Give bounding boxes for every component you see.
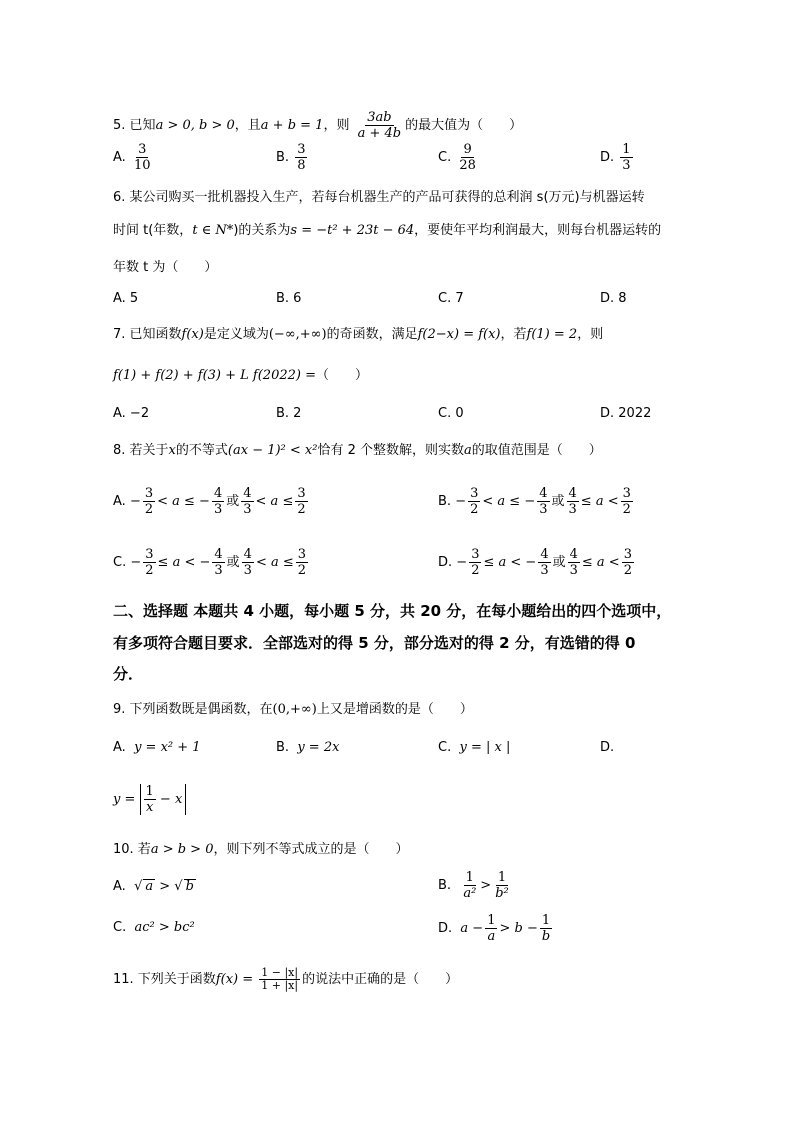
q7-option-c: C. 0: [438, 406, 464, 421]
q8-option-d: D. − $\frac{3}{2}$ ≤ a < − $\frac{4}{3}$ 或 $\frac{4}{3}$ ≤ a < $\frac{3}{2}$: [438, 547, 632, 578]
section2-heading-line2: 有多项符合题目要求．全部选对的得 5 分，部分选对的得 2 分，有选错的得 0: [113, 634, 636, 652]
q5-option-c: C. $\frac{9}{28}$: [438, 142, 476, 173]
q9-option-a: A. y = x² + 1: [113, 740, 201, 755]
q10-option-b: B. $\frac{1}{\text{a²}}$ > $\frac{1}{\text{b²}}$: [438, 870, 509, 901]
q8-option-a: A. − $\frac{3}{2}$ < a ≤ − $\frac{4}{3}$ 或 $\frac{4}{3}$ < a ≤ $\frac{3}{2}$: [113, 486, 306, 517]
q7-line2: f(1) + f(2) + f(3) + L f(2022) =（ ）: [113, 368, 368, 383]
q10-option-c: C. ac² > bc²: [113, 920, 195, 935]
q5-stem: 5. 已知a > 0, b > 0，且a + b = 1，则 $\frac{3ab}{a + 4b}$ 的最大值为（ ）: [113, 110, 523, 141]
q9-stem: 9. 下列函数既是偶函数，在(0,+∞)上又是增函数的是（ ）: [113, 702, 473, 717]
q6-option-d: D. 8: [600, 291, 627, 306]
q10-option-d: D. a − $\frac{1}{a}$ > b − $\frac{1}{b}$: [438, 913, 551, 944]
q6-line1: 6. 某公司购买一批机器投入生产，若每台机器生产的产品可获得的总利润 s(万元)与机器运转: [113, 190, 645, 205]
q9-option-c: C. y = | x |: [438, 740, 511, 755]
q7-option-a: A. −2: [113, 406, 150, 421]
q6-line3: 年数 t 为（ ）: [113, 260, 218, 275]
q6-option-a: A. 5: [113, 291, 139, 306]
q7-option-d: D. 2022: [600, 406, 652, 421]
section2-heading-line1: 二、选择题 本题共 4 小题，每小题 5 分，共 20 分，在每小题给出的四个选项中，: [113, 602, 672, 620]
q6-line2: 时间 t(年数，t ∈ N*)的关系为s = −t² + 23t − 64，要使年平均利润最大，则每台机器运转的: [113, 223, 662, 238]
q5-fraction: $\frac{3ab}{a + 4b}$: [357, 110, 402, 141]
q7-option-b: B. 2: [276, 406, 302, 421]
q9-option-d-expr: y = $\frac{1}{x}$ − x: [113, 784, 186, 815]
q9-option-d-label: D.: [600, 740, 615, 755]
q8-option-c: C. − $\frac{3}{2}$ ≤ a < − $\frac{4}{3}$ 或 $\frac{4}{3}$ < a ≤ $\frac{3}{2}$: [113, 547, 307, 578]
q6-option-c: C. 7: [438, 291, 464, 306]
q8-option-b: B. − $\frac{3}{2}$ < a ≤ − $\frac{4}{3}$ 或 $\frac{4}{3}$ ≤ a < $\frac{3}{2}$: [438, 486, 631, 517]
q7-line1: 7. 已知函数f(x)是定义域为(−∞,+∞)的奇函数，满足f(2−x) = f(x)，若f(1) = 2，则: [113, 327, 604, 342]
q10-option-a: A. √ a > √ b: [113, 879, 194, 894]
section2-heading-line3: 分．: [113, 665, 144, 683]
q11-stem: 11. 下列关于函数f(x) = $\frac{1 - |x|}{1 + |x|}$ 的说法中正确的是（ ）: [113, 966, 459, 992]
q9-option-b: B. y = 2x: [276, 740, 340, 755]
q6-option-b: B. 6: [276, 291, 302, 306]
q8-stem: 8. 若关于x的不等式(ax − 1)² < x²恰有 2 个整数解，则实数a的取值范围是（ ）: [113, 443, 602, 458]
q5-option-b: B. $\frac{3}{8}$: [276, 142, 306, 173]
q5-option-d: D. $\frac{1}{3}$: [600, 142, 631, 173]
q10-stem: 10. 若a > b > 0，则下列不等式成立的是（ ）: [113, 842, 409, 857]
q5-option-a: A. $\frac{3}{10}$: [113, 142, 151, 173]
